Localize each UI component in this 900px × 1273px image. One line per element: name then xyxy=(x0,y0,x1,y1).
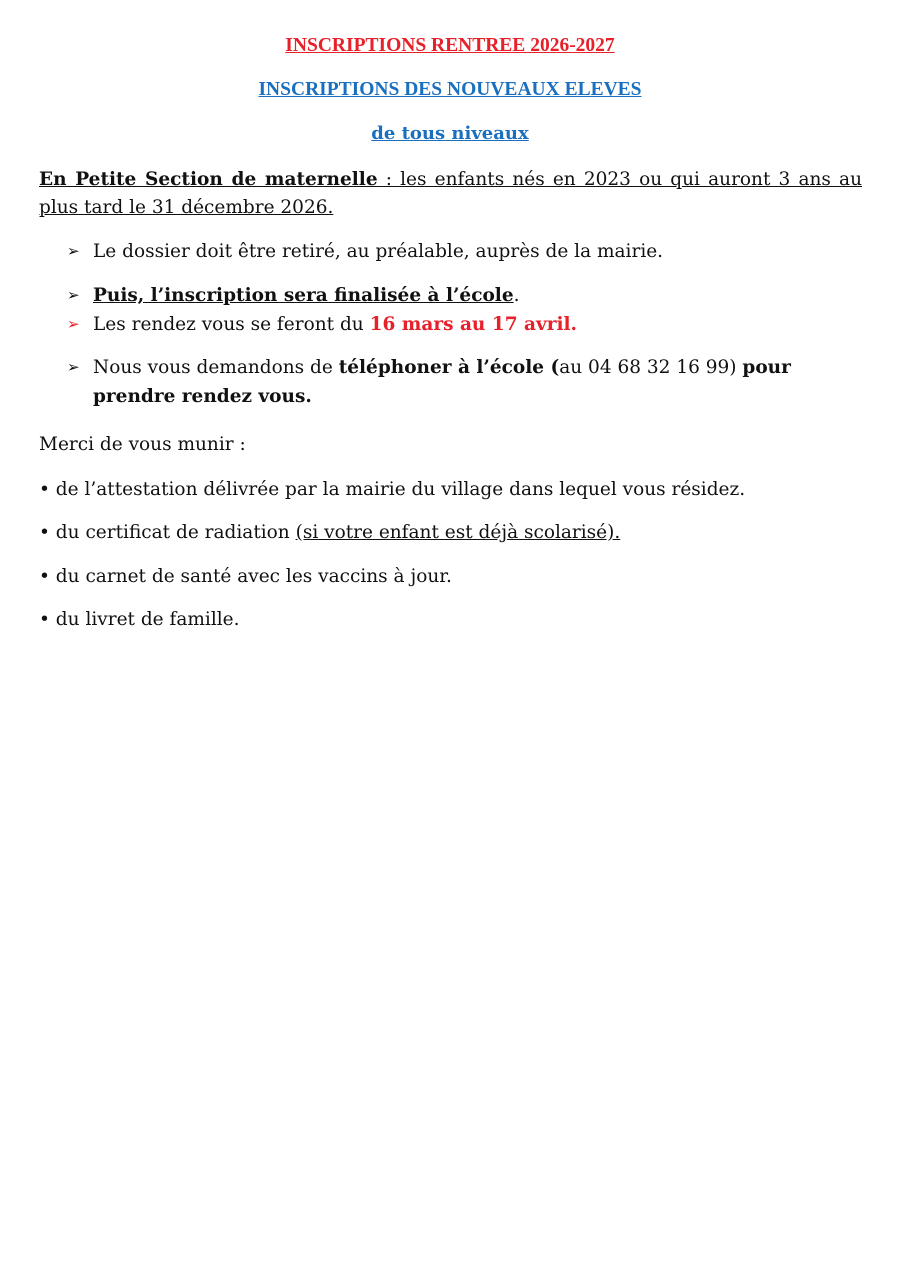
step-text xyxy=(93,310,867,339)
step-period: . xyxy=(513,285,520,306)
document-item-carnet xyxy=(39,563,862,591)
page-subtitle-levels: de tous niveaux xyxy=(371,123,529,144)
document-item-attestation xyxy=(39,476,862,504)
arrow-bullet-icon: ➢ xyxy=(67,315,80,333)
document-item-text: du carnet de santé avec les vaccins à jour. xyxy=(49,566,452,587)
step-text xyxy=(93,281,867,310)
step-dates-label: Les rendez vous se feront du xyxy=(93,314,370,335)
petite-section-label: En Petite Section de maternelle xyxy=(39,169,378,190)
document-item-livret xyxy=(39,606,862,634)
step-phone-rdv: pour prendre rendez vous. xyxy=(93,357,791,407)
step-dates: 16 mars au 17 avril. xyxy=(369,314,577,335)
arrow-bullet-icon: ➢ xyxy=(67,286,80,304)
step-inscription-ecole xyxy=(67,281,867,310)
step-dossier-mairie xyxy=(67,237,867,266)
arrow-bullet-icon: ➢ xyxy=(67,242,80,260)
step-phone-number: au 04 68 32 16 99) xyxy=(559,357,743,378)
step-phone-bold: téléphoner à l’école ( xyxy=(338,357,560,378)
document-item-text: du livret de famille. xyxy=(49,609,240,630)
step-text xyxy=(93,353,867,411)
document-item-text: du certificat de radiation xyxy=(49,522,296,543)
documents-intro: Merci de vous munir : xyxy=(39,434,246,455)
step-bold-text: Puis, l’inscription sera finalisée à l’école xyxy=(93,285,514,306)
step-rendez-vous-dates xyxy=(67,310,867,339)
arrow-bullet-icon: ➢ xyxy=(67,358,80,376)
page-subtitle: INSCRIPTIONS DES NOUVEAUX ELEVES xyxy=(258,79,642,100)
document-item-note: (si votre enfant est déjà scolarisé). xyxy=(295,522,621,543)
bullet-icon: • xyxy=(39,479,50,500)
bullet-icon: • xyxy=(39,609,50,630)
step-text: Le dossier doit être retiré, au préalable, auprès de la mairie. xyxy=(93,241,664,262)
step-phone-text-a: Nous vous demandons de xyxy=(93,357,339,378)
bullet-icon: • xyxy=(39,566,50,587)
document-item-text: de l’attestation délivrée par la mairie du village dans lequel vous résidez. xyxy=(49,479,746,500)
petite-section-text: : les enfants nés en 2023 ou qui auront 3 ans au plus tard le 31 décembre 2026. xyxy=(39,169,862,218)
step-telephone xyxy=(67,353,867,411)
bullet-icon: • xyxy=(39,522,50,543)
document-item-radiation xyxy=(39,519,862,547)
page-title: INSCRIPTIONS RENTREE 2026-2027 xyxy=(285,35,615,56)
petite-section-paragraph xyxy=(39,166,862,222)
